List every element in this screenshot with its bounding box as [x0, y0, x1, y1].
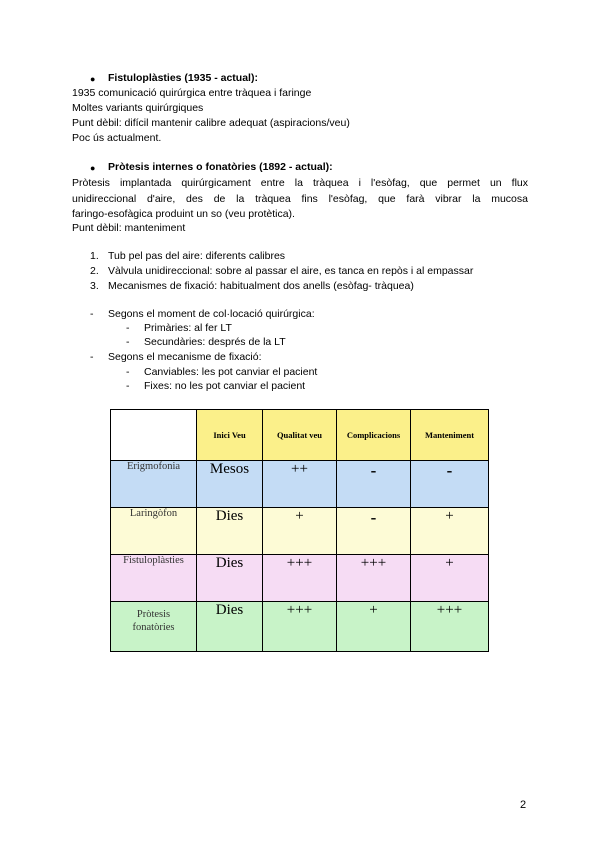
dash-marker: - — [90, 351, 94, 363]
bullet-icon: ● — [90, 74, 96, 84]
table-row — [111, 602, 489, 652]
table-header-inici-veu: Inici Veu — [197, 410, 263, 461]
table-cell: + — [411, 508, 489, 555]
table-row — [111, 555, 489, 602]
paragraph-line: unidireccional d'aire, des de la tràquea fins l'esòfag, que farà vibrar la mucosa — [72, 192, 528, 205]
list-item: Segons el moment de col·locació quirúrgica: — [108, 308, 315, 320]
dash-marker: - — [126, 336, 130, 348]
table-cell: - — [337, 508, 411, 555]
paragraph-line: Pròtesis implantada quirúrgicament entre la tràquea i l'esòfag, que permet un flux — [72, 177, 528, 189]
list-item: Vàlvula unidireccional: sobre al passar el aire, es tanca en repòs i al empassar — [108, 265, 474, 277]
sub-list-item: Secundàries: després de la LT — [144, 336, 286, 348]
row-label-protesis-fonatories — [111, 602, 197, 652]
table-cell: +++ — [263, 555, 337, 602]
table-cell: +++ — [337, 555, 411, 602]
table-cell: + — [411, 555, 489, 602]
list-item: Segons el mecanisme de fixació: — [108, 351, 262, 363]
dash-marker: - — [90, 308, 94, 320]
sub-list-item: Fixes: no les pot canviar el pacient — [144, 380, 306, 392]
table-header-complicacions: Complicacions — [337, 410, 411, 461]
text-line: Punt dèbil: difícil mantenir calibre adequat (aspiracions/veu) — [72, 117, 350, 129]
list-item: Mecanismes de fixació: habitualment dos anells (esòfag- tràquea) — [108, 280, 414, 292]
list-number: 3. — [90, 280, 99, 292]
table-cell: + — [263, 508, 337, 555]
table-cell: Dies — [197, 508, 263, 555]
table-cell: - — [337, 461, 411, 508]
row-label-line: Pròtesis — [136, 609, 171, 620]
table-cell: +++ — [263, 602, 337, 652]
dash-marker: - — [126, 322, 130, 334]
section-heading-fistuloplasties: Fistuloplàsties (1935 - actual): — [108, 72, 258, 84]
text-line: Moltes variants quirúrgiques — [72, 102, 204, 114]
table-cell: + — [337, 602, 411, 652]
paragraph-protesis — [72, 176, 528, 223]
table-cell: ++ — [263, 461, 337, 508]
sub-list-item: Primàries: al fer LT — [144, 322, 232, 334]
table-corner-cell — [111, 410, 197, 461]
list-number: 1. — [90, 250, 99, 262]
row-label-laringofon: Laringòfon — [111, 508, 197, 555]
table-cell: Dies — [197, 602, 263, 652]
table-cell: Dies — [197, 555, 263, 602]
paragraph-line: faringo-esofàgica produint un so (veu protètica). — [72, 208, 295, 220]
table-header-manteniment: Manteniment — [411, 410, 489, 461]
dash-marker: - — [126, 380, 130, 392]
page-number: 2 — [520, 799, 527, 811]
row-label-fistuloplasties: Fistuloplàsties — [111, 555, 197, 602]
comparison-table — [110, 409, 489, 652]
text-line: Punt dèbil: manteniment — [72, 222, 186, 234]
row-label-line: fonatòries — [132, 622, 175, 633]
table-cell: Mesos — [197, 461, 263, 508]
text-line: Poc ús actualment. — [72, 132, 162, 144]
section-heading-protesis: Pròtesis internes o fonatòries (1892 - actual): — [108, 161, 333, 173]
dash-marker: - — [126, 366, 130, 378]
list-item: Tub pel pas del aire: diferents calibres — [108, 250, 286, 262]
table-cell: +++ — [411, 602, 489, 652]
table-cell: - — [411, 461, 489, 508]
table-row — [111, 461, 489, 508]
table-header-qualitat-veu: Qualitat veu — [263, 410, 337, 461]
bullet-icon: ● — [90, 163, 96, 173]
sub-list-item: Canviables: les pot canviar el pacient — [144, 366, 318, 378]
table-row — [111, 508, 489, 555]
text-line: 1935 comunicació quirúrgica entre tràquea i faringe — [72, 87, 312, 99]
list-number: 2. — [90, 265, 99, 277]
row-label-erigmofonia: Erigmofonia — [111, 461, 197, 508]
